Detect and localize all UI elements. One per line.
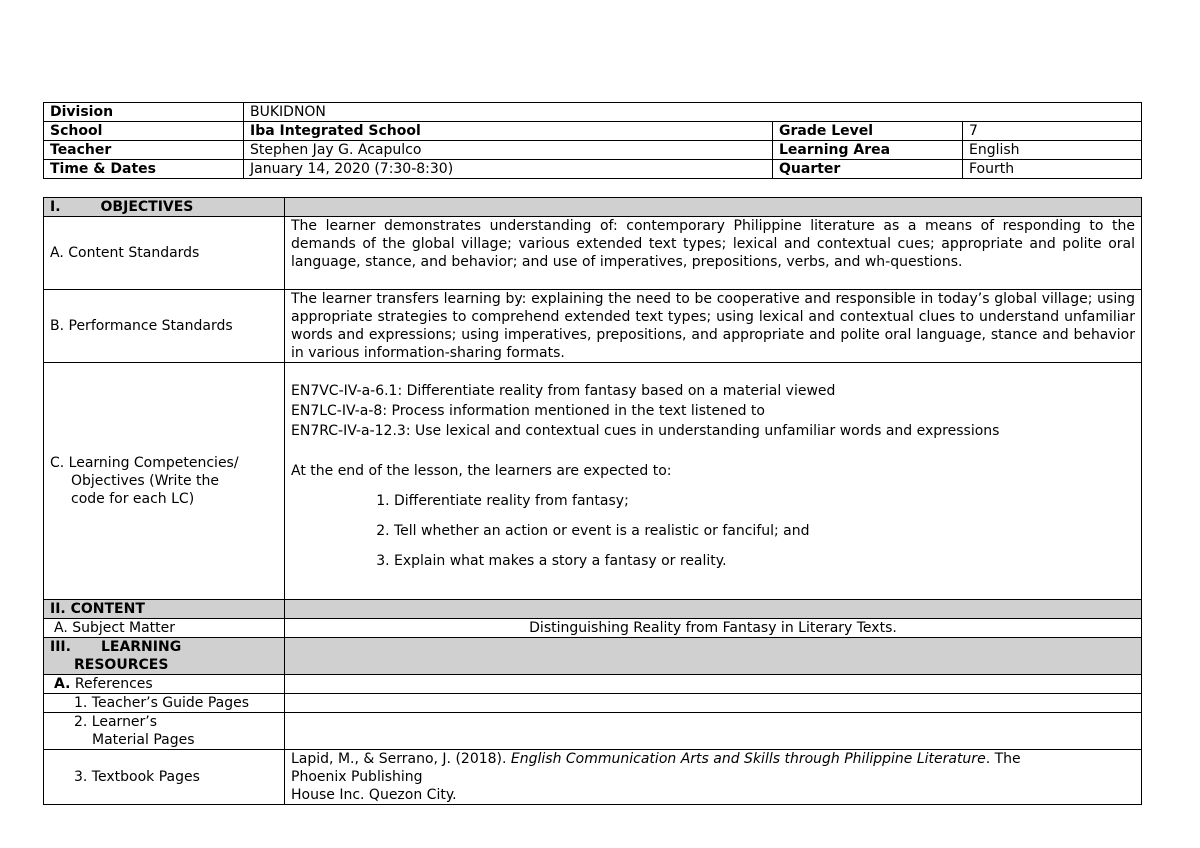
learners-material-row [44, 713, 1142, 750]
textbook-label: 3. Textbook Pages [44, 750, 285, 805]
performance-standards-text: The learner transfers learning by: explaining the need to be cooperative and responsible in today’s global village; using appropriate strategies to comprehend extended text types; using lexical and contextual clues to understand unfamiliar words and expressions; using imperatives, prepositions, and appropriate and polite oral language, stance and behavior in various information-sharing formats. [285, 290, 1142, 363]
division-label: Division [44, 103, 244, 122]
learners-material-blank [285, 713, 1142, 750]
grade-label: Grade Level [773, 122, 963, 141]
competencies-label-line-1: C. Learning Competencies/ [50, 455, 239, 471]
quarter-label: Quarter [773, 160, 963, 179]
resources-heading-line-1: LEARNING [100, 639, 182, 655]
textbook-citation-tail: . The [985, 751, 1021, 767]
learners-material-line-1: 2. Learner’s [74, 714, 158, 730]
objectives-list [291, 491, 1135, 571]
teacher-label: Teacher [44, 141, 244, 160]
division-row [44, 103, 1142, 122]
teacher-value: Stephen Jay G. Acapulco [244, 141, 773, 160]
area-value: English [963, 141, 1142, 160]
references-label [44, 675, 285, 694]
school-label: School [44, 122, 244, 141]
grade-value: 7 [963, 122, 1142, 141]
textbook-citation [285, 750, 1142, 805]
competencies-row [44, 363, 1142, 600]
content-standards-text: The learner demonstrates understanding of: contemporary Philippine literature as a means of responding to the demands of the global village; various extended text types; lexical and contextual cues; appropriate and polite oral language, stance, and behavior; and use of imperatives, prepositions, verbs, and wh-questions. [285, 217, 1142, 290]
school-value: Iba Integrated School [244, 122, 773, 141]
competencies-content [285, 363, 1142, 600]
teachers-guide-row [44, 694, 1142, 713]
subject-matter-value: Distinguishing Reality from Fantasy in Literary Texts. [285, 619, 1142, 638]
competencies-label-line-3: code for each LC) [71, 491, 195, 507]
textbook-citation-authors: Lapid, M., & Serrano, J. (2018). [291, 751, 511, 767]
content-standards-label: A. Content Standards [44, 217, 285, 290]
subject-matter-label: A. Subject Matter [44, 619, 285, 638]
objective-item: 1. Differentiate reality from fantasy; [394, 491, 1135, 511]
competency-code: EN7RC-IV-a-12.3: Use lexical and contextual cues in understanding unfamiliar words and expressions [291, 423, 1000, 439]
teachers-guide-blank [285, 694, 1142, 713]
resources-heading-line-2: RESOURCES [74, 657, 169, 673]
area-label: Learning Area [773, 141, 963, 160]
resources-heading [44, 638, 285, 675]
resources-heading-blank [285, 638, 1142, 675]
performance-standards-row [44, 290, 1142, 363]
school-row [44, 122, 1142, 141]
objectives-heading-blank [285, 198, 1142, 217]
objectives-heading-num: I. [50, 199, 61, 215]
content-heading-row [44, 600, 1142, 619]
division-value: BUKIDNON [244, 103, 1142, 122]
quarter-value: Fourth [963, 160, 1142, 179]
lesson-plan-table [43, 197, 1142, 805]
learners-material-label [44, 713, 285, 750]
references-row [44, 675, 1142, 694]
header-table [43, 102, 1142, 179]
resources-heading-num: III. [50, 639, 71, 655]
content-heading: II. CONTENT [44, 600, 285, 619]
content-standards-row [44, 217, 1142, 290]
references-letter: A. [54, 676, 71, 692]
teachers-guide-label: 1. Teacher’s Guide Pages [44, 694, 285, 713]
competency-code: EN7VC-IV-a-6.1: Differentiate reality from fantasy based on a material viewed [291, 383, 836, 399]
time-label: Time & Dates [44, 160, 244, 179]
objective-item: 3. Explain what makes a story a fantasy or reality. [394, 551, 1135, 571]
references-text: References [74, 676, 153, 692]
objectives-intro: At the end of the lesson, the learners are expected to: [291, 463, 672, 479]
objectives-heading-row [44, 198, 1142, 217]
textbook-citation-publisher: Phoenix Publishing [291, 769, 423, 785]
textbook-citation-title: English Communication Arts and Skills through Philippine Literature [510, 751, 986, 767]
resources-heading-row [44, 638, 1142, 675]
content-heading-blank [285, 600, 1142, 619]
textbook-citation-location: House Inc. Quezon City. [291, 787, 457, 803]
competency-code: EN7LC-IV-a-8: Process information mentioned in the text listened to [291, 403, 765, 419]
teacher-row [44, 141, 1142, 160]
competencies-label [44, 363, 285, 600]
competencies-label-line-2: Objectives (Write the [71, 473, 219, 489]
objectives-heading-text: OBJECTIVES [100, 199, 194, 215]
objectives-heading [44, 198, 285, 217]
time-value: January 14, 2020 (7:30-8:30) [244, 160, 773, 179]
performance-standards-label: B. Performance Standards [44, 290, 285, 363]
learners-material-line-2: Material Pages [92, 732, 195, 748]
references-blank [285, 675, 1142, 694]
time-row [44, 160, 1142, 179]
textbook-row [44, 750, 1142, 805]
subject-matter-row [44, 619, 1142, 638]
objective-item: 2. Tell whether an action or event is a realistic or fanciful; and [394, 521, 1135, 541]
